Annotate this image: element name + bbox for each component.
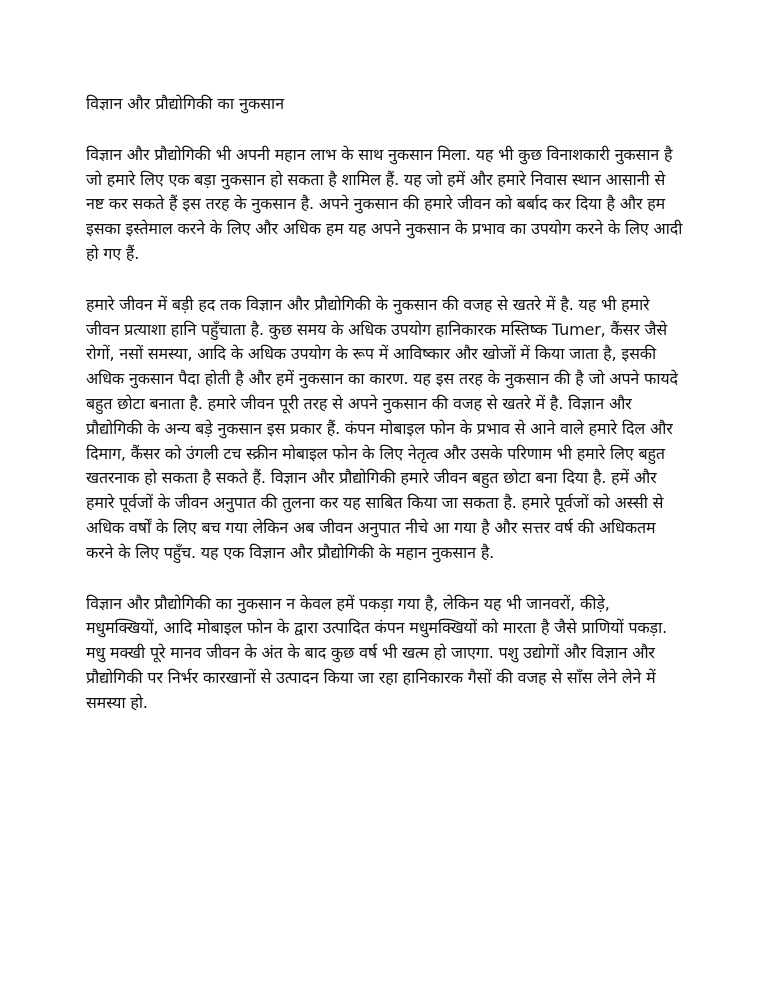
paragraph-3: विज्ञान और प्रौद्योगिकी का नुकसान न केवल हमें पकड़ा गया है, लेकिन यह भी जानवरों, कीड़े, मधुमक्खियों, आदि मोबाइल फोन के द्वारा उत्पादित कंपन मधुमक्खियों को मारता है जैसे प्राणियों पकड़ा. मधु मक्खी पूरे मानव जीवन के अंत के बाद कुछ वर्ष भी खत्म हो जाएगा. पशु उद्योगों और विज्ञान और प्रौद्योगिकी पर निर्भर कारखानों से उत्पादन किया जा रहा हानिकारक गैसों की वजह से साँस लेने लेने में समस्या हो. xyxy=(86,593,668,712)
paragraph-1: विज्ञान और प्रौद्योगिकी भी अपनी महान लाभ के साथ नुकसान मिला. यह भी कुछ विनाशकारी नुकसान है जो हमारे लिए एक बड़ा नुकसान हो सकता है शामिल हैं. यह जो हमें और हमारे निवास स्थान आसानी से नष्ट कर सकते हैं इस तरह के नुकसान है. अपने नुकसान की हमारे जीवन को बर्बाद कर दिया है और हम इसका इस्तेमाल करने के लिए और अधिक हम यह अपने नुकसान के प्रभाव का उपयोग करने के लिए आदी हो गए हैं. xyxy=(86,144,683,263)
paragraph-2: हमारे जीवन में बड़ी हद तक विज्ञान और प्रौद्योगिकी के नुकसान की वजह से खतरे में है. यह भी हमारे जीवन प्रत्याशा हानि पहुँचाता है. कुछ समय के अधिक उपयोग हानिकारक मस्तिष्क Tumer, कैंसर जैसे रोगों, नसों समस्या, आदि के अधिक उपयोग के रूप में आविष्कार और खोजों में किया जाता है, इसकी अधिक नुकसान पैदा होती है और हमें नुकसान का कारण. यह इस तरह के नुकसान की है जो अपने फायदे बहुत छोटा बनाता है. हमारे जीवन पूरी तरह से अपने नुकसान की वजह से खतरे में है. विज्ञान और प्रौद्योगिकी के अन्य बड़े नुकसान इस प्रकार हैं. कंपन मोबाइल फोन के प्रभाव से आने वाले हमारे दिल और दिमाग, कैंसर को उंगली टच स्क्रीन मोबाइल फोन के लिए नेतृत्व और उसके परिणाम भी हमारे लिए बहुत खतरनाक हो सकता है सकते हैं. विज्ञान और प्रौद्योगिकी हमारे जीवन बहुत छोटा बना दिया है. हमें और हमारे पूर्वजों के जीवन अनुपात की तुलना कर यह साबित किया जा सकता है. हमारे पूर्वजों को अस्सी से अधिक वर्षों के लिए बच गया लेकिन अब जीवन अनुपात नीचे आ गया है और सत्तर वर्ष की अधिकतम करने के लिए पहुँच. यह एक विज्ञान और प्रौद्योगिकी के महान नुकसान है. xyxy=(86,294,678,562)
document-body xyxy=(86,92,686,742)
document-title: विज्ञान और प्रौद्योगिकी का नुकसान xyxy=(86,94,285,113)
